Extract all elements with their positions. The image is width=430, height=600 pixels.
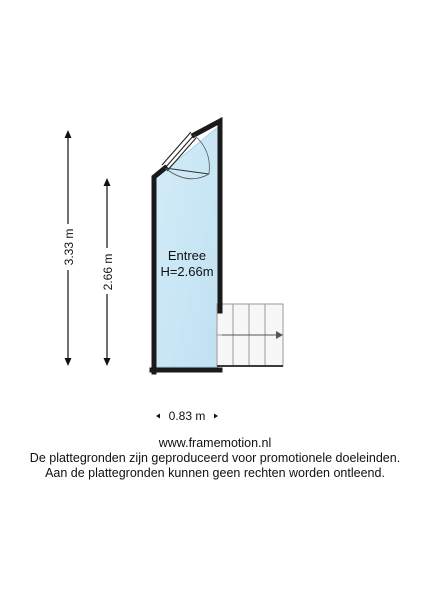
disclaimer-line-2: Aan de plattegronden kunnen geen rechten worden ontleend.: [45, 466, 385, 480]
disclaimer-line-1: De plattegronden zijn geproduceerd voor promotionele doeleinden.: [29, 451, 401, 465]
staircase: [217, 304, 283, 366]
dimension-inner-height: [97, 178, 117, 366]
website-link[interactable]: www.framemotion.nl: [158, 436, 272, 450]
dimension-outer-height-label: 3.33 m: [62, 228, 76, 266]
room-height: H=2.66m: [160, 264, 214, 279]
dimension-outer-height: [58, 130, 78, 366]
room-floor: [156, 127, 218, 367]
dimension-inner-height-label: 2.66 m: [101, 253, 115, 291]
dimension-width: [156, 409, 218, 423]
footer: [0, 436, 430, 481]
room-name: Entree: [167, 248, 207, 263]
dimension-width-label: 0.83 m: [168, 409, 206, 423]
